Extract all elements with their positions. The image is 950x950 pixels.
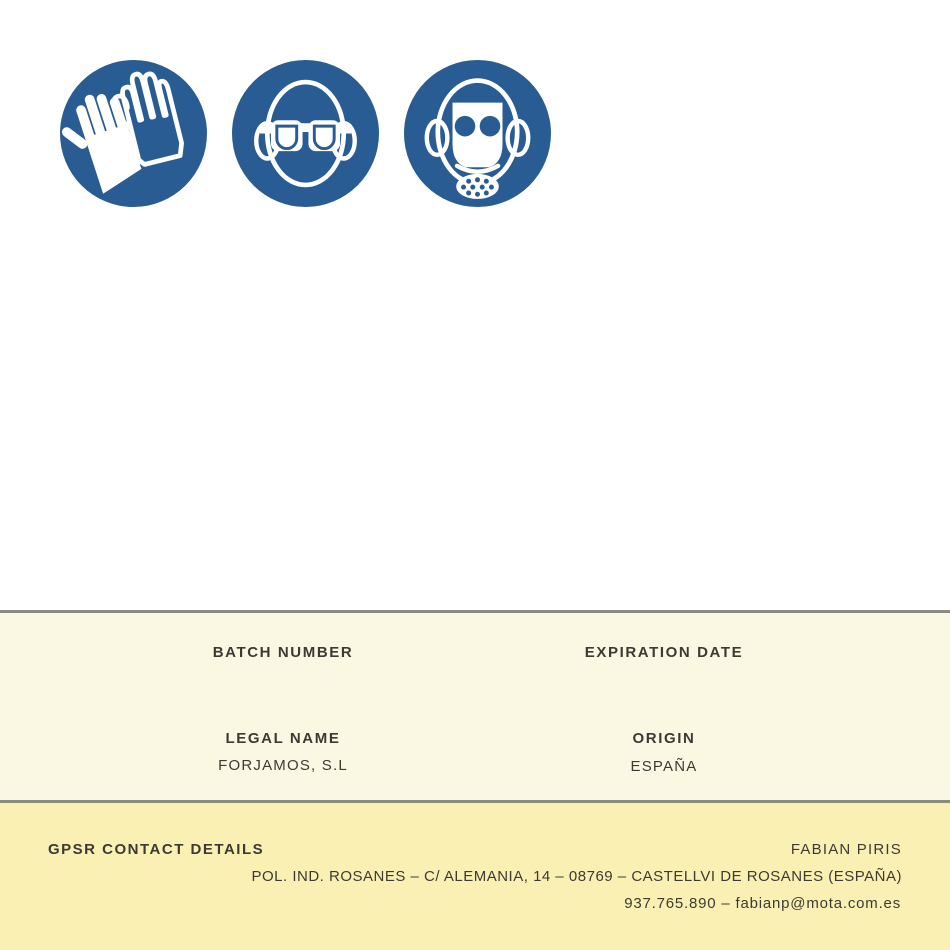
origin-label: ORIGIN [632,730,696,747]
wear-protective-gloves-icon [60,60,207,207]
gpsr-contact-heading: GPSR CONTACT DETAILS [48,841,265,858]
wear-eye-protection-icon [232,60,379,207]
product-info-section [0,610,950,800]
batch-number-label: BATCH NUMBER [212,644,354,661]
expiration-date-label: EXPIRATION DATE [584,644,744,661]
legal-name-label: LEGAL NAME [225,730,341,747]
wear-respiratory-protection-icon [404,60,551,207]
gpsr-contact-name: FABIAN PIRIS [790,841,902,858]
gpsr-contact-section [0,800,950,950]
gpsr-contact-address: POL. IND. ROSANES – C/ ALEMANIA, 14 – 08769 – CASTELLVI DE ROSANES (ESPAÑA) [251,868,902,885]
legal-name-value: FORJAMOS, S.L [218,757,348,774]
gpsr-contact-phone-email: 937.765.890 – fabianp@mota.com.es [624,895,901,912]
gpsr-contact-row [48,841,902,858]
safety-icons-row [60,60,551,207]
origin-value: ESPAÑA [630,758,698,775]
